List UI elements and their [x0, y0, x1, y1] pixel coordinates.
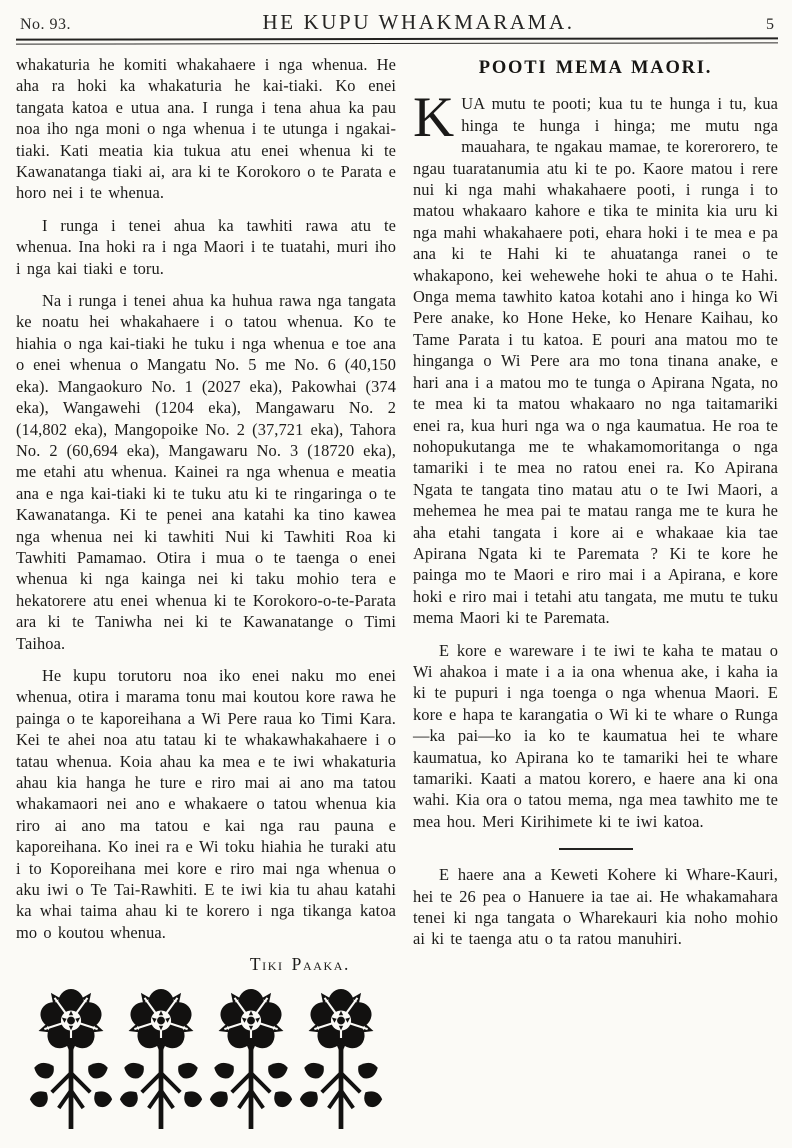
rose-ornament-icon	[116, 989, 206, 1129]
ornament-row	[16, 989, 396, 1129]
rose-ornament-icon	[26, 989, 116, 1129]
page-header	[14, 8, 780, 35]
rose-ornament-icon	[296, 989, 386, 1129]
column-layout	[14, 54, 780, 1129]
article-paragraph: Na i runga i tenei ahua ka huhua rawa nga tangata ke noatu hei whakahaere i o tatou whenua. Ko te hiahia o nga kai-tiaki he tuku i nga whenua e toe ana o enei whenua o Mangatu No. 5 me No. 6 (40,150 eka). Mangaokuro No. 1 (2027 eka), Pakowhai (374 eka), Wangawehi (1204 eka), Mangawaru No. 2 (14,802 eka), Mangopoike No. 2 (37,721 eka), Tahora No. 2 (60,694 eka), Mangawaru No. 3 (18720 eka), me etahi atu whenua. Kainei ra nga whenua e meatia ana e nga kai-tiaki ki te tuku atu ki te ringaringa o te Kawanatanga. Ki te penei ana katahi ka tino kawea nga whenua nei ki tawhiti Nui ki Tawhiti Roa ki Tawhiti Pamamao. Otira i mua o te taenga o enei whenua ki nga kainga nei ki taku mohio tera e hekatorere atu enei whenua ki te Korokoro-o-te-Parata ara ki te Taniwha nei ki te Kawanatange o Timi Taihoa.	[16, 291, 396, 653]
article-paragraph: whakaturia he komiti whakahaere i nga whenua. He aha ra hoki ka whakaturia he kai-tiaki. Ko enei tangata katoa e utua ana. I runga i tena ahua ka pau noa iho nga moni o nga whenua i te utunga i ngakai-tiaki. Kati meatia kia tukua atu enei whenua ki te Kawanatanga tiaki ai, ara ki te Korokoro o te Parata e horo nei i te whenua.	[16, 55, 396, 203]
article-paragraph: He kupu torutoru noa iko enei naku mo enei whenua, otira i marama tonu mai koutou kore rawa he painga o te kaporeihana a Wi Pere raua ko Timi Kara. Kei te ahei noa atu tatau ki te whakawhakahaere i o tatau whenua. Koia ahau ka mea e te iwi whakaturia ahau kia hanga he ture e riro mai ai ano ma tatou whakamaori nei ano e whakaere o tatou whenua kia riro ai ano ma tatou e kai nga rau pauna e kaporeihana. Ko inei ra e Wi toku hiahia he turaki atu i to Koporeihana mei kore e riro mai nga whenua o aku iwi o Te Tai-Rawhiti. E te iwi kia tu ahau katahi ka whai taima ahau ki te korero i nga tikanga katoa mo o koutou whenua.	[16, 665, 396, 942]
section-divider	[559, 848, 633, 850]
paragraph-text: UA mutu te pooti; kua tu te hunga i tu, kua hinga te hunga i hinga; me mutu nga mauahara, te ngakau mamae, te korerorero, te ngau tuaratanumia atu ki te po. Kaore matou i rere nui ki nga mahi whakahaere pooti, i runga i to matou whakaaro kahore e tika te minita kia uru ki nga mahi whakahaere poti, ehara hoki i te mea e pa ana ki te Hahi ki te ahuatanga ranei o te whakapono, kei wehewehe hoki te ahua o te Hahi. Onga mema tawhito katoa kotahi ano i hinga ko Wi Pere anake, ko Hone Heke, ko Henare Kaihau, ko Tame Parata i tu katoa. E pouri ana matou mo te hinganga o Wi Pere ara mo tona tinana anake, e hari ana i a matou mo te tunga o Apirana Ngata, no te mea ki ta matou whakaaro no nga taitamariki enei ra, kua huri nga wa o nga kaumatua. He roa te nohopukutanga me te whakamomoritanga o nga tamariki i te mea no ratou enei ra. Ko Apirana Ngata te tangata tino matau atu o te Iwi Maori, a mehemea he mea pai te matau ranga me te kura he aha etahi tangata i kore ai e whakaae kia tae Apirana Ngata ki te Paremata ? Ki te kore he painga mo te Maori e riro mai i a Apirana, e kore hoki e riro mai i tetahi atu tangata, me mutu te tuku mema Maori ki te Paremata.	[413, 94, 778, 628]
drop-cap-letter: K	[413, 86, 455, 150]
header-divider	[16, 37, 778, 44]
article-paragraph: E haere ana a Keweti Kohere ki Whare-Kauri, hei te 26 pea o Hanuere ia tae ai. He whakamahara tenei ki nga tangata o Wharekauri kia noho mohio ai ki te taenga atu o ta ratou manuhiri.	[413, 865, 778, 949]
article-paragraph: I runga i tenei ahua ka tawhiti rawa atu te whenua. Ina hoki ra i nga Maori i te tuatahi, muri iho i nga kai tiaki e toru.	[16, 215, 396, 278]
page-number: 5	[765, 16, 774, 33]
masthead-title: HE KUPU WHAKMARAMA.	[262, 10, 575, 34]
article-paragraph	[413, 86, 778, 628]
issue-number: No. 93.	[20, 16, 72, 33]
article-paragraph: E kore e wareware i te iwi te kaha te matau o Wi ahakoa i mate i a ia ona whenua ake, i kaha ia ki te pupuri i nga toenga o nga whenua Maori. E kore e hapa te karangatia o Wi ki te whare o Runga—ka pai—ko ia ko te kaumatua hei te whare kaumatua, ko Apirana ko te tamariki hei te whare tamariki. Kaati a matou korero, e haere ana ki ona wahi. Kia ora o tatou mema, nga mea tawhito me te mea hou. Meri Kirihimete ki te iwi katoa.	[413, 640, 778, 831]
right-column	[413, 54, 778, 1129]
left-column	[16, 54, 396, 1129]
rose-ornament-icon	[206, 989, 296, 1129]
article-title: POOTI MEMA MAORI.	[478, 58, 713, 78]
signature-name: Tiki Paaka.	[249, 954, 350, 975]
